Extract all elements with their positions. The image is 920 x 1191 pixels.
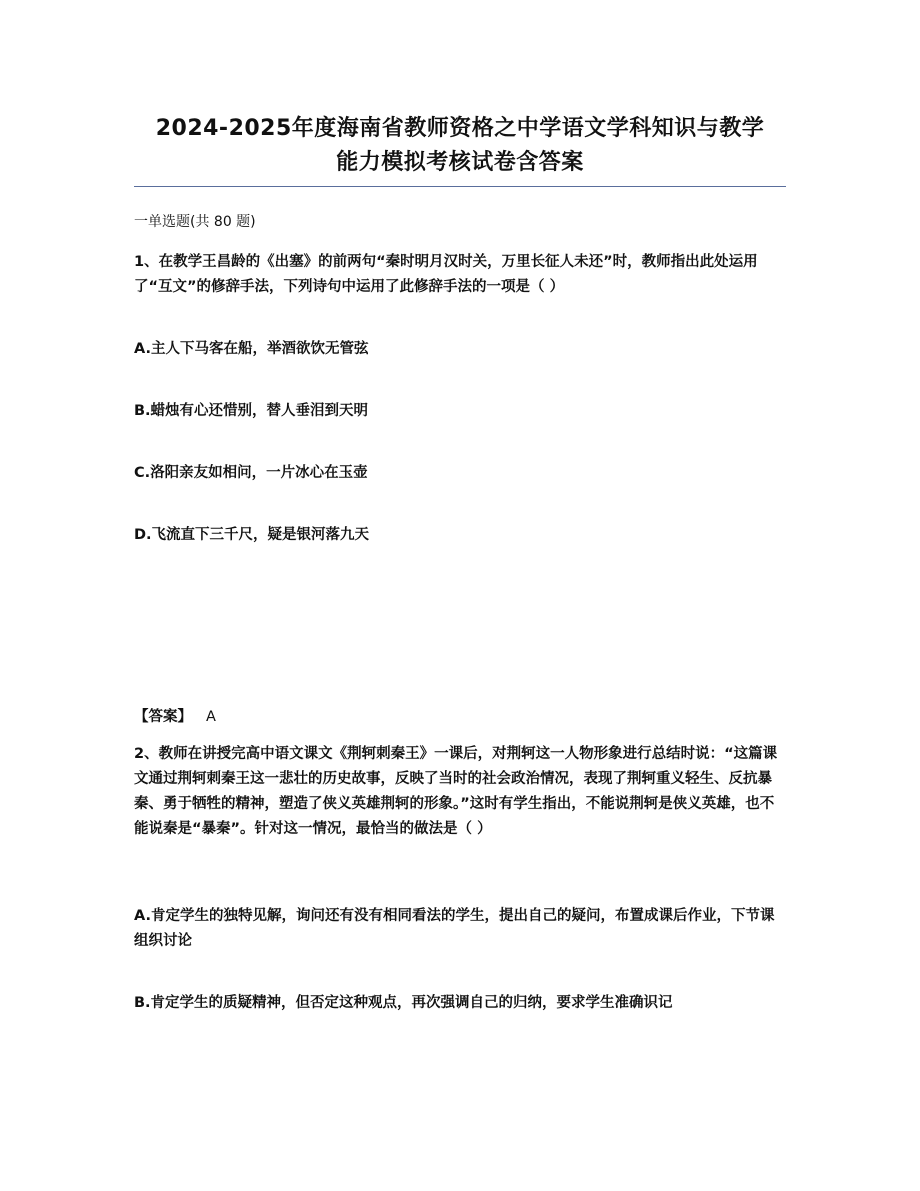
question-2-option-a: A.肯定学生的独特见解，询问还有没有相同看法的学生，提出自己的疑问，布置成课后作业，下节课组织讨论 — [134, 908, 775, 949]
question-2-stem: 2、教师在讲授完高中语文课文《荆轲刺秦王》一课后，对荆轲这一人物形象进行总结时说：“这篇课文通过荆轲刺秦王这一悲壮的历史故事，反映了当时的社会政治情况，表现了荆轲重义轻生、反抗暴秦、勇于牺牲的精神，塑造了侠义英雄荆轲的形象。”这时有学生指出，不能说荆轲是侠义英雄，也不能说秦是“暴秦”。针对这一情况，最恰当的做法是（ ） — [134, 746, 778, 837]
answer-label: 【答案】 — [134, 709, 192, 725]
answer-value: A — [206, 709, 216, 725]
title-divider — [134, 186, 786, 187]
question-1-option-b: B.蜡烛有心还惜别，替人垂泪到天明 — [134, 403, 369, 419]
question-1-answer — [134, 705, 216, 729]
title-line-2: 能力模拟考核试卷含答案 — [336, 150, 584, 175]
title-line-1: 2024-2025年度海南省教师资格之中学语文学科知识与教学 — [155, 116, 765, 141]
question-1-option-c: C.洛阳亲友如相问，一片冰心在玉壶 — [134, 465, 368, 481]
question-1-option-a: A.主人下马客在船，举酒欲饮无管弦 — [134, 341, 369, 357]
section-heading: 一单选题(共 80 题) — [134, 214, 256, 230]
question-1-option-d: D.飞流直下三千尺，疑是银河落九天 — [134, 527, 370, 543]
document-title — [110, 112, 810, 180]
question-1-stem: 1、在教学王昌龄的《出塞》的前两句“秦时明月汉时关，万里长征人未还”时，教师指出此处运用了“互文”的修辞手法，下列诗句中运用了此修辞手法的一项是（ ） — [134, 254, 758, 295]
question-2-option-b: B.肯定学生的质疑精神，但否定这种观点，再次强调自己的归纳，要求学生准确识记 — [134, 995, 673, 1011]
